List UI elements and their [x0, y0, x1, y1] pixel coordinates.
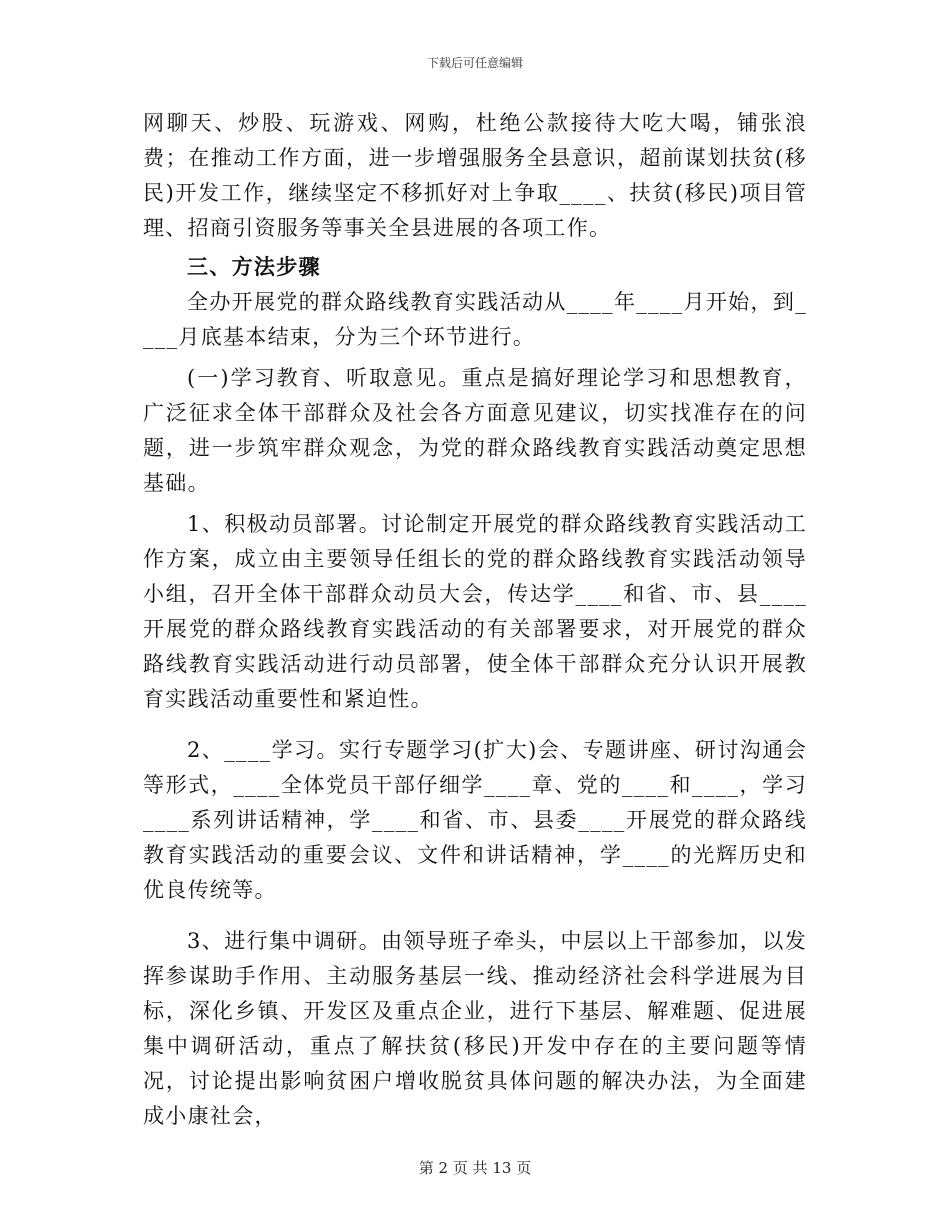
page-number-footer: 第 2 页 共 13 页	[418, 1159, 532, 1177]
section-heading: 三、方法步骤	[187, 255, 321, 279]
paragraph-continued: 网聊天、炒股、玩游戏、网购，杜绝公款接待大吃大喝，铺张浪费；在推动工作方面，进一步增强服务全县意识，超前谋划扶贫(移民)开发工作，继续坚定不移抓好对上争取____、扶贫(移民)项目管理、招商引资服务等事关全县进展的各项工作。	[143, 111, 807, 240]
document-body	[143, 106, 807, 1134]
paragraph-stage-1: (一)学习教育、听取意见。重点是搞好理论学习和思想教育，广泛征求全体干部群众及社会各方面意见建议，切实找准存在的问题，进一步筑牢群众观念，为党的群众路线教育实践活动奠定思想基础。	[143, 366, 807, 495]
paragraph-item-1: 1、积极动员部署。讨论制定开展党的群众路线教育实践活动工作方案，成立由主要领导任组长的党的群众路线教育实践活动领导小组，召开全体干部群众动员大会，传达学____和省、市、县____开展党的群众路线教育实践活动的有关部署要求，对开展党的群众路线教育实践活动进行动员部署，使全体干部群众充分认识开展教育实践活动重要性和紧迫性。	[143, 512, 807, 711]
paragraph-intro: 全办开展党的群众路线教育实践活动从____年____月开始，到____月底基本结束，分为三个环节进行。	[143, 290, 807, 349]
paragraph-item-3: 3、进行集中调研。由领导班子牵头，中层以上干部参加，以发挥参谋助手作用、主动服务基层一线、推动经济社会科学进展为目标，深化乡镇、开发区及重点企业，进行下基层、解难题、促进展集中调研活动，重点了解扶贫(移民)开发中存在的主要问题等情况，讨论提出影响贫困户增收脱贫具体问题的解决办法，为全面建成小康社会，	[143, 929, 807, 1128]
page-header-note: 下载后可任意编辑	[426, 56, 523, 70]
paragraph-item-2: 2、____学习。实行专题学习(扩大)会、专题讲座、研讨沟通会等形式，____全体党员干部仔细学____章、党的____和____，学习____系列讲话精神，学____和省、市、县委____开展党的群众路线教育实践活动的重要会议、文件和讲话精神，学____的光辉历史和优良传统等。	[143, 738, 807, 902]
